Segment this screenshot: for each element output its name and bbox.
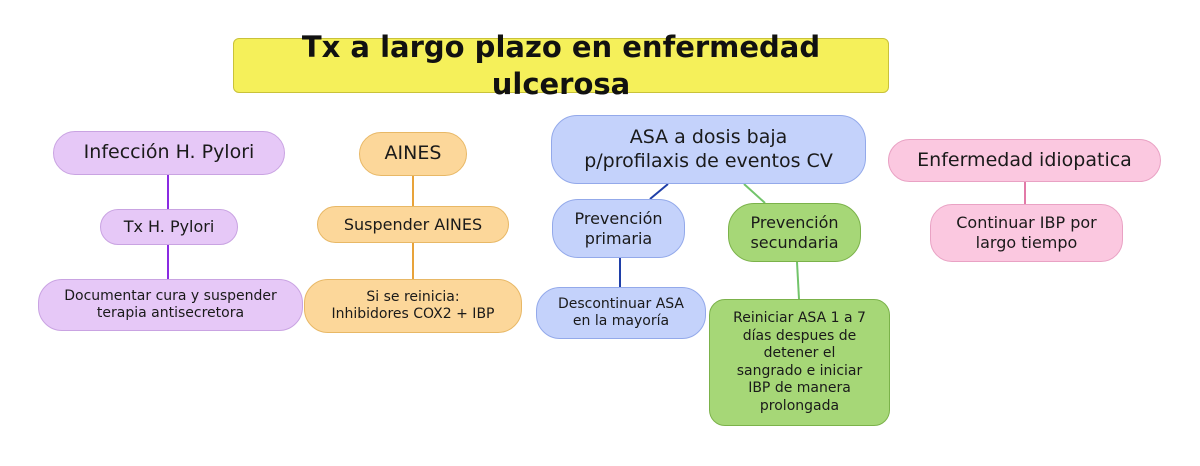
connector-asa-root-secundaria [744, 184, 765, 203]
node-tx-pylori: Tx H. Pylori [100, 209, 238, 245]
node-infeccion-pylori: Infección H. Pylori [53, 131, 285, 175]
node-continuar-ibp: Continuar IBP por largo tiempo [930, 204, 1123, 262]
connector-asa-root-primaria [650, 184, 668, 199]
connector-secundaria-reiniciar [797, 262, 799, 299]
node-descontinuar-asa: Descontinuar ASA en la mayoría [536, 287, 706, 339]
diagram-title: Tx a largo plazo en enfermedad ulcerosa [233, 38, 889, 93]
node-documentar-cura: Documentar cura y suspender terapia antisecretora [38, 279, 303, 331]
node-prevencion-primaria: Prevención primaria [552, 199, 685, 258]
node-aines: AINES [359, 132, 467, 176]
node-suspender-aines: Suspender AINES [317, 206, 509, 243]
node-reiniciar-asa: Reiniciar ASA 1 a 7 días despues de detener el sangrado e iniciar IBP de manera prolongada [709, 299, 890, 426]
node-prevencion-secundaria: Prevención secundaria [728, 203, 861, 262]
node-asa-dosis-baja: ASA a dosis baja p/profilaxis de eventos CV [551, 115, 866, 184]
node-si-se-reinicia: Si se reinicia: Inhibidores COX2 + IBP [304, 279, 522, 333]
node-enfermedad-idiopatica: Enfermedad idiopatica [888, 139, 1161, 182]
